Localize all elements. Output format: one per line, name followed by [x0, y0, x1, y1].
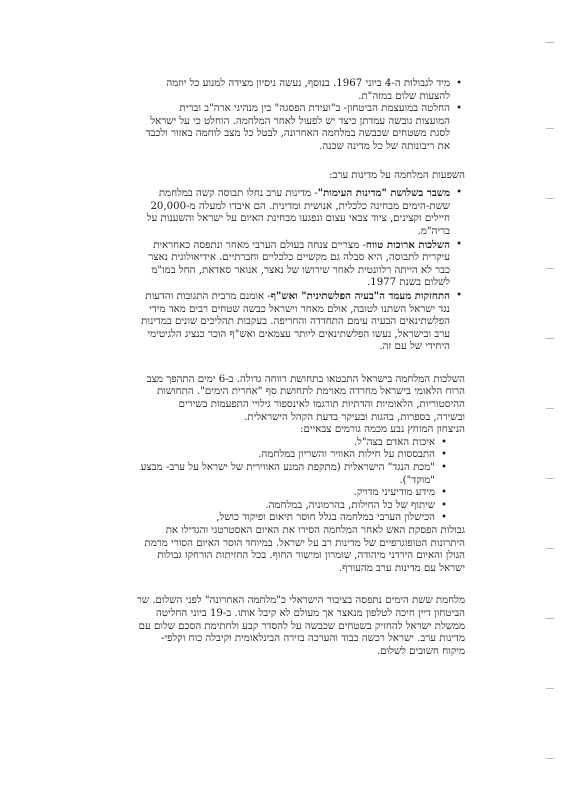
list-item: • התחזקות מעמד ה"בעיה הפלשתינית" ואש"ף- אומנם מרבית התגובות והדעות נגד ישראל השתנו לטובה, אולם מאחר וישראל כבשה שטחים רבים מאד מידי הפלשתינאים הבעיה עימם התחדדה והחריפה. בעקבות תהליכים שונים במדינות ערב ובישראל, נעשו הפלשתינאים ליותר עצמאים ואש"ף הוכר כנציג הלגיטימי היחידי של עם זה. [60, 290, 465, 354]
list-item: • "מכת הנגד" הישראלית (מתקפת המנע האווירית של ישראל על ערב- מבצע "מוקד"). [60, 462, 450, 487]
bold-term: השלכות ארוכות טווח [365, 238, 450, 251]
block1-list [60, 78, 465, 154]
scan-mark [546, 268, 554, 269]
list-item: • משבר בשלושת "מדינות העימות"- מדינות ערב נחלו תבוסה קשה במלחמת ששת-הימים מבחינה כלכלית, אנושית ומדינית. הם איבדו למעלה מ-20,000 חיילים וקצינים, ציוד צבאי עצום ונפגעו מבחינת האיום על ישראל והשענות על בריה"מ. [60, 187, 465, 238]
scan-mark [546, 42, 554, 43]
list-item: • התבססות על חילות האוויר והשריון במלחמה. [60, 449, 450, 462]
scan-mark [546, 338, 554, 339]
scan-mark [546, 408, 554, 409]
bold-term: התחזקות מעמד ה"בעיה הפלשתינית" ואש"ף [270, 289, 450, 302]
bold-term: משבר בשלושת "מדינות העימות" [317, 187, 450, 200]
scan-mark [546, 618, 554, 619]
section3: השלכות המלחמה בישראל התבטאו בתחושת רווחה גדולה. ב-6 ימים התהפך מצב הרוח הלאומי בישראל מחרדה מאוימת לתחושת סף "אחרית הימים". התחושות ההיסטוריות, הלאומיות והדתיות תורגמו לאינספור גילויי התפעמות בשירים ובשירה, בספרות, בהגות ובעיקר בדעת הקהל הישראלית. הניצחון המוחץ נבע מכמה גורמים צבאיים: • איכות האדם בצה"ל. • התבססות על חילות האוויר והשריון במלחמה. • "מכת הנגד" הישראלית (מתקפת המנע האווירית של ישראל על ערב- מבצע "מוקד"). • מידע מודיעיני מדויק. • שיתוף של כל החילות, בהרמוניה, במלחמה. • הכישלון הערבי במלחמה בגלל חוסר תיאום ופיקוד כושל, גבולות הפסקת האש לאחר המלחמה הסירו את האיום האסטרטגי והגדילו את היתרונות הטופוגרפיים של מדינות רב על ישראל. במיוחד הוסר האיום הסורי מרמת הגולן והאיום הירדני מיהודה, שומרון ומישור החוף. בכל החזיתות הורחקו גבולות ישראל עם מדינות ערב מהעורף. [60, 374, 465, 576]
scan-mark [546, 548, 554, 549]
scan-mark [546, 198, 554, 199]
list-item: • איכות האדם בצה"ל. [60, 437, 450, 450]
scan-mark [546, 478, 554, 479]
list-item: • השלכות ארוכות טווח- מצריים צנחה בעולם הערבי מאחר ונתפסה כאחראית עיקרית לתבוסה, היא סבלה גם מקשיים כלכליים וחברתיים. אידיאולוגית נאצר כבר לא הייתה רלוונטית לאחר שירושו של נאצר, אנואר סאדאת, החל במו"מ לשלום בשנת 1977. [60, 239, 465, 290]
scan-mark [546, 128, 554, 129]
scan-mark [546, 758, 554, 759]
list-item: • מיד לגבולות ה-4 ביוני 1967. בנוסף, נעשה ניסיון מצידה למנוע כל יוזמה להצעות שלום במזה"ת. [60, 78, 465, 103]
document-body [60, 78, 465, 658]
section-heading: השפעות המלחמה על מדינות ערב: [329, 169, 465, 181]
list-item: • שיתוף של כל החילות, בהרמוניה, במלחמה. [60, 500, 450, 513]
list-item: • החלטה במועצמת הביטחון- ב"ועידת הפסגה" בין מנהיגי ארה"ב וברית המועצות גובשה עמדתן כיצד יש לפעול לאחר המלחמה. הוחלט כי על ישראל לסגת משטחים שכבשה במלחמה האחרונה, לבטל כל מצב לוחמה באזור ולכבד את ריבונותה של כל מדינה שכנה. [60, 103, 465, 153]
list-item: • הכישלון הערבי במלחמה בגלל חוסר תיאום ופיקוד כושל, [60, 512, 450, 525]
factors-list [60, 437, 450, 525]
block2-list [60, 187, 465, 354]
list-item: • מידע מודיעיני מדויק. [60, 487, 450, 500]
scan-mark [546, 688, 554, 689]
section4: מלחמת ששת הימים נתפסה בציבור הישראלי כ"מלחמה האחרונה" לפני השלום. שר הביטחון דיין חיכה לטלפון מנאצר אך מעולם לא קיבל אותו. ב-19 ביוני החליטה ממשלת ישראל להחזיק בשטחים שכבשה על להסדר קבע ולחתימת הסכם שלום עם מדינות ערב. ישראל רכשה כבוד והערכה בזירה הבינלאומית וקיבלה כוח וקלפי- מיקוח חשובים לשלום. [136, 595, 465, 657]
